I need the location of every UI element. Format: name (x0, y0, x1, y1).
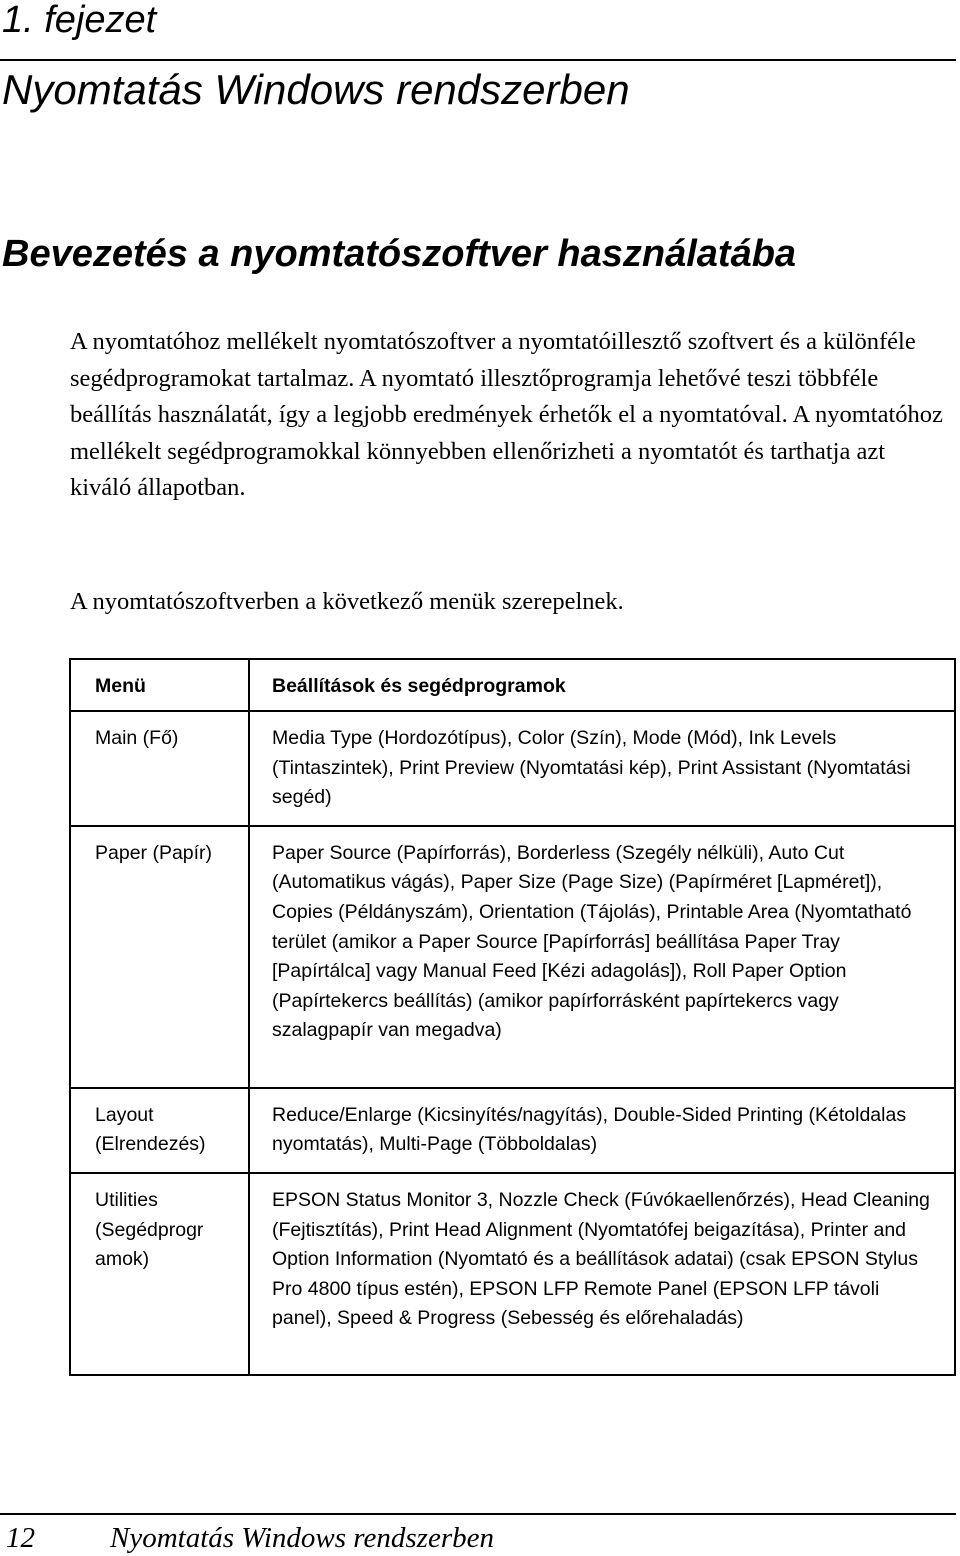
running-title: Nyomtatás Windows rendszerben (110, 1522, 494, 1554)
menu-cell: Utilities (Segédprogr amok) (70, 1173, 249, 1375)
menu-lead-paragraph: A nyomtatószoftverben a következő menük szerepelnek. (70, 588, 624, 615)
table-row (70, 1173, 955, 1375)
table-row (70, 826, 955, 1088)
column-header-menu: Menü (70, 659, 249, 711)
page-footer (6, 1521, 494, 1555)
settings-cell: Media Type (Hordozótípus), Color (Szín), Mode (Mód), Ink Levels (Tintaszintek), Print Preview (Nyomtatási kép), Print Assistant (Nyomtatási segéd) (249, 711, 955, 826)
menu-cell: Layout (Elrendezés) (70, 1088, 249, 1173)
menu-cell: Paper (Papír) (70, 826, 249, 1088)
table-row (70, 711, 955, 826)
table-header-row (70, 659, 955, 711)
settings-cell: Reduce/Enlarge (Kicsinyítés/nagyítás), Double-Sided Printing (Kétoldalas nyomtatás), Multi-Page (Többoldalas) (249, 1088, 955, 1173)
section-title: Bevezetés a nyomtatószoftver használatába (2, 233, 797, 275)
chapter-label: 1. fejezet (2, 0, 157, 41)
settings-cell: Paper Source (Papírforrás), Borderless (Szegély nélküli), Auto Cut (Automatikus vágás), Paper Size (Page Size) (Papírméret [Lapméret]), Copies (Példányszám), Orientation (Tájolás), Printable Area (Nyomtatható terület (amikor a Paper Source [Papírforrás] beállítása Paper Tray [Papírtálca] vagy Manual Feed [Kézi adagolás]), Roll Paper Option (Papírtekercs beállítás) (amikor papírforrásként papírtekercs vagy szalagpapír van megadva) (249, 826, 955, 1088)
header-divider (0, 59, 956, 61)
page-title: Nyomtatás Windows rendszerben (2, 66, 630, 113)
table-row (70, 1088, 955, 1173)
page-number: 12 (6, 1522, 35, 1554)
menu-cell: Main (Fő) (70, 711, 249, 826)
menu-table (69, 658, 956, 1376)
settings-cell: EPSON Status Monitor 3, Nozzle Check (Fúvókaellenőrzés), Head Cleaning (Fejtisztítás), Print Head Alignment (Nyomtatófej beigazítása), Printer and Option Information (Nyomtató és a beállítások adatai) (csak EPSON Stylus Pro 4800 típus estén), EPSON LFP Remote Panel (EPSON LFP távoli panel), Speed & Progress (Sebesség és előrehaladás) (249, 1173, 955, 1375)
footer-divider (0, 1513, 956, 1515)
intro-paragraph: A nyomtatóhoz mellékelt nyomtatószoftver a nyomtatóillesztő szoftvert és a különféle segédprogramokat tartalmaz. A nyomtató illesztőprogramja lehetővé teszi többféle beállítás használatát, így a legjobb eredmények érhetők el a nyomtatóval. A nyomtatóhoz mellékelt segédprogramokkal könnyebben ellenőrizheti a nyomtatót és tarthatja azt kiváló állapotban. (70, 328, 943, 501)
column-header-settings: Beállítások és segédprogramok (249, 659, 955, 711)
